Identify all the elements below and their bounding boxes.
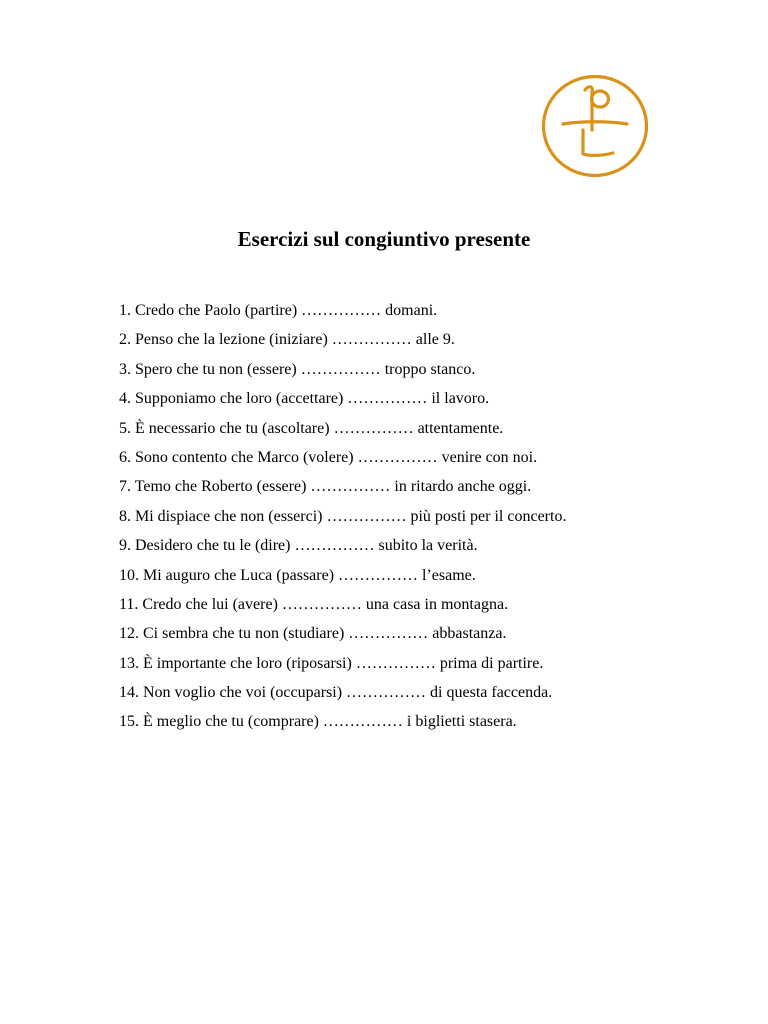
exercise-text: Supponiamo che loro (accettare) …………… il lavoro. [131,390,490,408]
exercise-number: 1. [119,302,131,319]
exercise-item [119,711,566,740]
exercise-text: Spero che tu non (essere) …………… troppo stanco. [131,360,476,378]
exercise-item [119,682,566,711]
exercise-text: Temo che Roberto (essere) …………… in ritardo anche oggi. [131,478,532,496]
exercise-number: 9. [119,537,131,555]
exercise-item [119,535,566,564]
exercise-item [119,565,566,594]
exercise-item [119,329,566,358]
exercise-number: 12. [119,625,139,643]
exercise-number: 2. [119,331,131,349]
exercise-item [119,623,566,652]
exercise-number: 11. [119,595,139,613]
exercise-text: È necessario che tu (ascoltare) …………… attentamente. [131,419,504,437]
exercise-text: Ci sembra che tu non (studiare) …………… abbastanza. [139,625,507,643]
exercise-text: Mi auguro che Luca (passare) …………… l’esame. [139,566,476,584]
exercise-item [119,476,566,505]
exercise-number: 5. [119,419,131,437]
exercise-item [119,418,566,447]
exercise-item [119,447,566,476]
exercise-text: Sono contento che Marco (volere) …………… venire con noi. [131,448,538,466]
exercise-number: 4. [119,390,131,408]
exercise-item [119,300,566,329]
exercise-number: 13. [119,654,139,672]
exercise-text: È importante che loro (riposarsi) …………… prima di partire. [139,654,544,672]
exercise-item [119,653,566,682]
exercise-number: 3. [119,360,131,378]
exercise-number: 7. [119,478,131,496]
pl-monogram-logo-icon [541,74,649,178]
exercise-item [119,594,566,623]
exercise-item [119,359,566,388]
exercise-number: 6. [119,448,131,466]
exercise-list [119,300,566,741]
exercise-text: È meglio che tu (comprare) …………… i biglietti stasera. [139,713,517,731]
exercise-text: Penso che la lezione (iniziare) …………… alle 9. [131,331,455,349]
exercise-item [119,388,566,417]
exercise-number: 15. [119,713,139,731]
exercise-number: 8. [119,507,131,525]
page-title: Esercizi sul congiuntivo presente [237,227,531,251]
exercise-number: 10. [119,566,139,584]
exercise-number: 14. [119,684,139,702]
exercise-text: Credo che lui (avere) …………… una casa in montagna. [138,595,509,613]
exercise-text: Non voglio che voi (occuparsi) …………… di questa faccenda. [139,684,553,702]
exercise-text: Mi dispiace che non (esserci) …………… più posti per il concerto. [131,507,567,525]
exercise-item [119,506,566,535]
exercise-text: Credo che Paolo (partire) …………… domani. [131,302,438,319]
exercise-text: Desidero che tu le (dire) …………… subito la verità. [131,537,478,555]
